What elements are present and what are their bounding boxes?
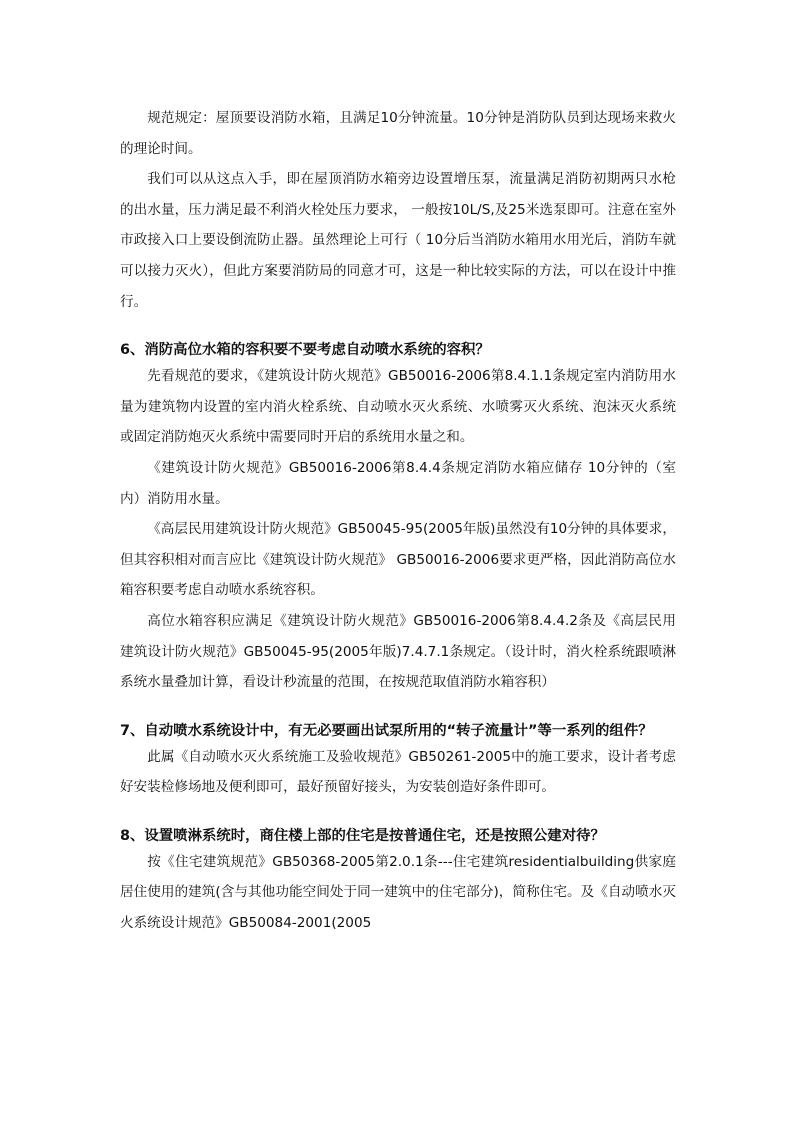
paragraph-q7-construction: 此属《自动喷水灭火系统施工及验收规范》GB50261-2005中的施工要求，设计者考虑好安装检修场地及便利即可，最好预留好接头，为安装创造好条件即可。 [120, 748, 676, 796]
paragraph-q6-indoor-water: 先看规范的要求，《建筑设计防火规范》GB50016-2006第8.4.1.1条规定室内消防用水量为建筑物内设置的室内消火栓系统、自动喷水灭火系统、水喷雾灭火系统、泡沫灭火系统或固定消防炮灭火系统中需要同时开启的系统用水量之和。 [120, 368, 676, 446]
paragraph-booster-pump-method: 我们可以从这点入手，即在屋顶消防水箱旁边设置增压泵，流量满足消防初期两只水枪的出水量，压力满足最不利消火栓处压力要求， 一般按10L/S,及25米选泵即可。注意在室外市政接入口上要设倒流防止器。虽然理论上可行（ 10分后当消防水箱用水用光后，消防车就可以接力灭火），但此方案要消防局的同意才可，这是一种比较实际的方法，可以在设计中推行。 [120, 171, 676, 310]
paragraph-q8-residential: 按《住宅建筑规范》GB50368-2005第2.0.1条---住宅建筑residentialbuilding供家庭居住使用的建筑(含与其他功能空间处于同一建筑中的住宅部分)，简称住宅。及《自动喷水灭火系统设计规范》GB50084-2001(2005 [120, 853, 676, 932]
heading-question-6: 6、消防高位水箱的容积要不要考虑自动喷水系统的容积？ [120, 342, 490, 359]
document-body [120, 103, 676, 939]
paragraph-q6-tank-volume: 高位水箱容积应满足《建筑设计防火规范》GB50016-2006第8.4.4.2条及《高层民用建筑设计防火规范》GB50045-95(2005年版)7.4.7.1条规定。（设计时，消火栓系统跟喷淋系统水量叠加计算，看设计秒流量的范围，在按规范取值消防水箱容积） [120, 612, 676, 691]
paragraph-q6-highrise-code: 《高层民用建筑设计防火规范》GB50045-95(2005年版)虽然没有10分钟的具体要求，但其容积相对而言应比《建筑设计防火规范》 GB50016-2006要求更严格，因此消防高位水箱容积要考虑自动喷水系统容积。 [120, 521, 676, 599]
paragraph-roof-tank-rule: 规范规定：屋顶要设消防水箱，且满足10分钟流量。10分钟是消防队员到达现场来救火的理论时间。 [120, 110, 676, 157]
heading-question-7: 7、自动喷水系统设计中，有无必要画出试泵所用的“转子流量计”等一系列的组件？ [120, 722, 653, 739]
paragraph-q6-tank-10min: 《建筑设计防火规范》GB50016-2006第8.4.4条规定消防水箱应储存 10分钟的（室内）消防用水量。 [120, 459, 676, 507]
heading-question-8: 8、设置喷淋系统时，商住楼上部的住宅是按普通住宅，还是按照公建对待？ [120, 827, 605, 844]
